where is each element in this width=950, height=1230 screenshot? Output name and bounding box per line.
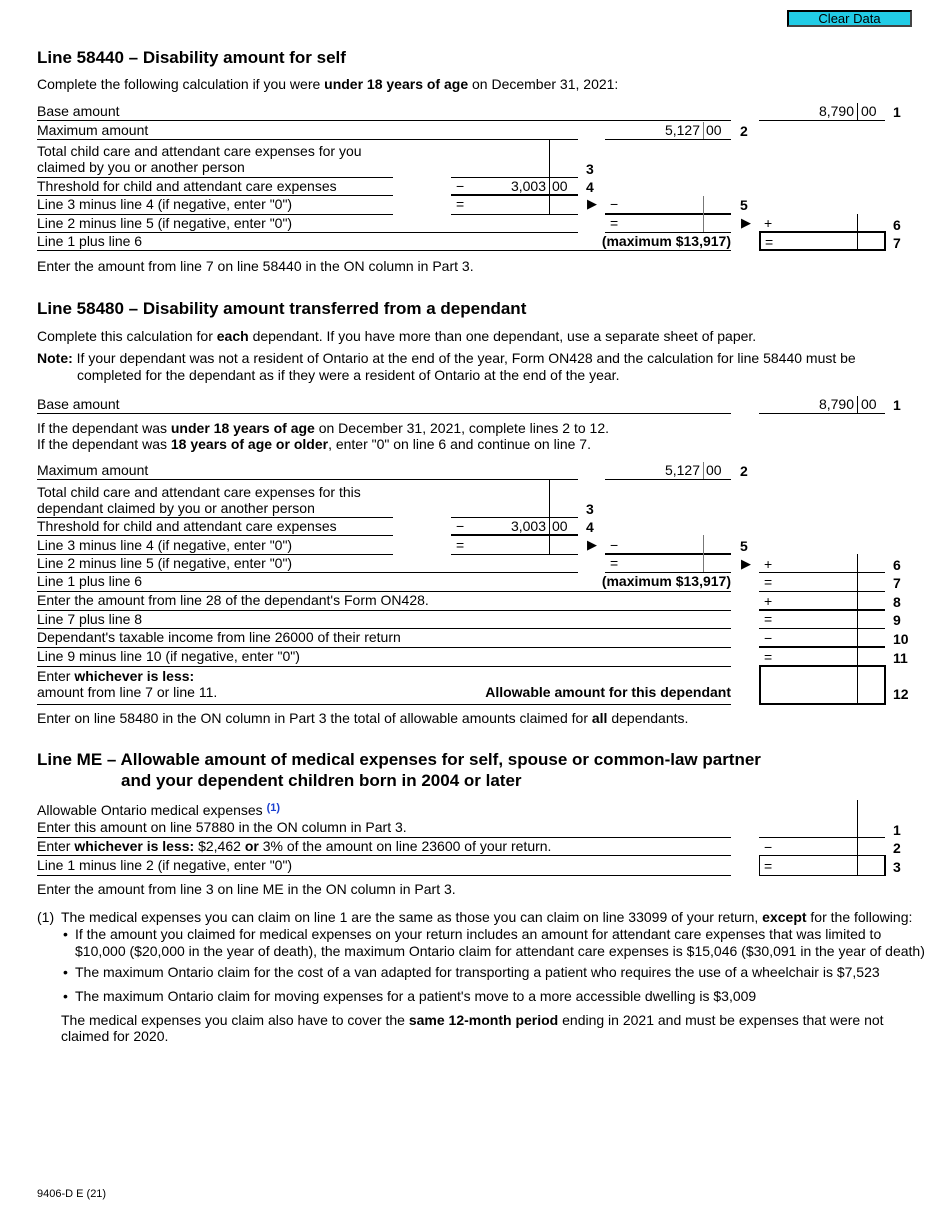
line-number: 3 (893, 859, 901, 875)
rule (451, 554, 578, 555)
text: Allowable Ontario medical expenses (37, 802, 267, 818)
line-number: 2 (740, 123, 748, 139)
row-label: Line 9 minus line 10 (if negative, enter "0") (37, 648, 300, 664)
row-label: Maximum amount (37, 122, 149, 138)
arrow-icon: ▶ (741, 556, 751, 571)
s2-note-cont: completed for the dependant as if they were a resident of Ontario at the end of the year. (77, 367, 620, 383)
section-title-me: Line ME – Allowable amount of medical expenses for self, spouse or common-law partner (37, 750, 761, 769)
footnote-para-cont: claimed for 2020. (61, 1028, 169, 1044)
minus-sign: − (456, 518, 465, 534)
cents-divider (703, 535, 704, 572)
footnote-number: (1) (37, 909, 55, 925)
maximum-note: (maximum $13,917) (601, 573, 731, 589)
equals-sign: = (764, 574, 773, 590)
cents-divider (857, 214, 858, 232)
rule (37, 875, 731, 876)
line-number: 3 (586, 501, 594, 517)
row-label: dependant claimed by you or another person (37, 500, 315, 516)
maximum-note: (maximum $13,917) (601, 233, 731, 249)
rule (37, 479, 578, 480)
text: Enter on line 58480 in the ON column in Part 3 the total of allowable amounts claimed for (37, 710, 592, 726)
condition-1 (37, 420, 609, 436)
rule (37, 232, 578, 233)
rule (37, 517, 393, 518)
maximum-cents: 00 (706, 122, 722, 138)
text: If the dependant was (37, 436, 171, 452)
line-number: 9 (893, 612, 901, 628)
rule (37, 704, 731, 705)
base-cents: 00 (861, 396, 877, 412)
row-label: Line 3 minus line 4 (if negative, enter "0") (37, 537, 293, 553)
row-label: Total child care and attendant care expenses for this (37, 484, 361, 500)
row-label: Base amount (37, 103, 120, 119)
text-bold: same 12-month period (408, 1012, 559, 1028)
row-label: Dependant's taxable income from line 26000 of their return (37, 629, 401, 645)
row-label: Threshold for child and attendant care expenses (37, 518, 337, 534)
row-label: Maximum amount (37, 462, 149, 478)
rule (605, 139, 731, 140)
cents-divider (857, 396, 858, 413)
condition-2 (37, 436, 591, 452)
rule (37, 837, 731, 838)
row-label: Line 2 minus line 5 (if negative, enter "0") (37, 555, 293, 571)
line-number: 8 (893, 594, 901, 610)
equals-sign: = (764, 611, 773, 627)
rule (37, 572, 578, 573)
text: $2,462 (194, 838, 245, 854)
row-label (37, 802, 280, 818)
line-number: 11 (893, 650, 908, 666)
text: Complete this calculation for (37, 328, 217, 344)
line-4-result-input[interactable] (470, 196, 578, 213)
section-title-58480: Line 58480 – Disability amount transferred from a dependant (37, 299, 527, 318)
s2-intro (37, 328, 756, 344)
equals-sign: = (610, 555, 619, 571)
equals-sign: = (456, 196, 465, 212)
equals-sign: = (764, 858, 773, 874)
text: If your dependant was not a resident of Ontario at the end of the year, Form ON428 and the calculation for line 58440 must be (72, 350, 856, 366)
bullet-text: The maximum Ontario claim for moving expenses for a patient's move to a more accessible dwelling is $3,009 (75, 988, 757, 1004)
rule (451, 534, 578, 536)
s1-footer: Enter the amount from line 7 on line 58440 in the ON column in Part 3. (37, 258, 474, 274)
arrow-icon: ▶ (587, 537, 597, 552)
text: , enter "0" on line 6 and continue on line 7. (328, 436, 591, 452)
rule (451, 214, 578, 215)
text-bold: 18 years of age or older (170, 436, 329, 452)
text: The medical expenses you can claim on line 1 are the same as those you can claim on line 33099 of your return, (61, 909, 763, 925)
equals-sign: = (456, 537, 465, 553)
equals-sign: = (765, 234, 774, 250)
row-label: Enter the amount from line 28 of the dependant's Form ON428. (37, 592, 429, 608)
rule (37, 554, 393, 555)
s2-footer (37, 710, 688, 726)
row-label (37, 668, 194, 684)
line-number: 5 (740, 538, 748, 554)
row-label: Base amount (37, 396, 120, 412)
line-7-input[interactable] (775, 573, 855, 590)
note-label: Note: (37, 350, 73, 366)
line-number: 12 (893, 686, 909, 702)
minus-sign: − (610, 537, 619, 553)
bullet-icon: • (63, 964, 68, 980)
rule (759, 646, 885, 648)
text: Enter (37, 838, 75, 854)
bullet-text: If the amount you claimed for medical expenses on your return includes an amount for attendant care expenses that was limited to (75, 926, 882, 942)
line-number: 7 (893, 575, 901, 591)
minus-sign: − (456, 178, 465, 194)
text-bold: all (591, 710, 608, 726)
maximum-amount: 5,127 (664, 122, 700, 138)
line-1-input[interactable] (759, 818, 885, 835)
maximum-cents: 00 (706, 462, 722, 478)
row-label: Line 1 plus line 6 (37, 233, 143, 249)
line-number: 3 (586, 161, 594, 177)
rule (37, 855, 731, 856)
text-bold: or (244, 838, 259, 854)
s2-note (37, 350, 856, 366)
threshold-cents: 00 (552, 518, 568, 534)
rule (759, 609, 885, 611)
line-number: 4 (586, 179, 594, 195)
row-label: Threshold for child and attendant care expenses (37, 178, 337, 194)
form-id: 9406-D E (21) (37, 1188, 107, 1200)
line-number: 6 (893, 557, 901, 573)
cents-divider (857, 233, 858, 249)
allowable-amount-label: Allowable amount for this dependant (485, 684, 731, 700)
row-label: Line 1 plus line 6 (37, 573, 143, 589)
clear-data-button[interactable]: Clear Data (787, 10, 912, 27)
line-number: 10 (893, 631, 909, 647)
line-number: 6 (893, 217, 901, 233)
plus-sign: + (764, 593, 773, 609)
rule (37, 250, 731, 251)
rule (37, 647, 731, 648)
s1-intro (37, 76, 618, 92)
rule (37, 139, 578, 140)
text-bold: each (216, 328, 249, 344)
bullet-text: $10,000 ($20,000 in the year of death), the maximum Ontario claim for attendant care expenses is $15,046 ($30,091 in the year of death) (75, 943, 925, 959)
bullet-icon: • (63, 926, 68, 942)
rule (37, 666, 731, 667)
s3-footer: Enter the amount from line 3 on line ME in the ON column in Part 3. (37, 881, 456, 897)
rule (37, 120, 731, 121)
rule (37, 535, 393, 536)
base-amount: 8,790 (818, 396, 854, 412)
rule (605, 553, 731, 555)
minus-sign: − (610, 196, 619, 212)
threshold-cents: 00 (552, 178, 568, 194)
rule (759, 120, 885, 121)
line-3-input[interactable] (759, 855, 886, 876)
line-2-input[interactable] (775, 838, 855, 855)
text: on December 31, 2021, complete lines 2 to 12. (314, 420, 610, 436)
minus-sign: − (764, 839, 773, 855)
minus-sign: − (764, 630, 773, 646)
bullet-icon: • (63, 988, 68, 1004)
bullet-text: The maximum Ontario claim for the cost of a van adapted for transporting a patient who requires the use of a wheelchair is $7,523 (75, 964, 880, 980)
maximum-amount: 5,127 (664, 462, 700, 478)
rule (37, 610, 731, 611)
line-3-input[interactable] (451, 160, 578, 177)
row-label: Line 7 plus line 8 (37, 611, 143, 627)
arrow-icon: ▶ (741, 215, 751, 230)
equals-sign: = (610, 215, 619, 231)
rule (759, 413, 885, 414)
row-label: Line 1 minus line 2 (if negative, enter "0") (37, 857, 293, 873)
rule (37, 591, 731, 592)
rule (37, 628, 731, 629)
text: for the following: (806, 909, 913, 925)
cents-divider (857, 667, 858, 703)
footnote-link[interactable]: (1) (266, 802, 281, 814)
line-number: 1 (893, 104, 901, 120)
text-bold: whichever is less: (74, 838, 195, 854)
row-label: Line 3 minus line 4 (if negative, enter "0") (37, 196, 293, 212)
base-cents: 00 (861, 103, 877, 119)
threshold-amount: 3,003 (510, 178, 546, 194)
rule (605, 479, 731, 480)
rule (37, 413, 731, 414)
row-label: Total child care and attendant care expenses for you (37, 143, 362, 159)
cents-divider (703, 122, 704, 139)
plus-sign: + (764, 556, 773, 572)
equals-sign: = (764, 649, 773, 665)
row-label: Line 2 minus line 5 (if negative, enter "0") (37, 215, 293, 231)
rule (37, 214, 393, 215)
arrow-icon: ▶ (587, 196, 597, 211)
cents-divider (857, 856, 858, 875)
line-number: 2 (740, 463, 748, 479)
line-3-input[interactable] (451, 500, 578, 517)
row-label (37, 838, 551, 854)
line-5-input[interactable] (620, 196, 730, 213)
row-label: claimed by you or another person (37, 159, 245, 175)
text: on December 31, 2021: (468, 76, 619, 92)
text: dependant. If you have more than one dependant, use a separate sheet of paper. (248, 328, 757, 344)
threshold-amount: 3,003 (510, 518, 546, 534)
base-amount: 8,790 (818, 103, 854, 119)
line-number: 1 (893, 397, 901, 413)
text-bold: under 18 years of age (324, 76, 469, 92)
text: If the dependant was (37, 420, 171, 436)
line-number: 5 (740, 197, 748, 213)
text: ending in 2021 and must be expenses that were not (558, 1012, 884, 1028)
text: Complete the following calculation if you were (37, 76, 325, 92)
text: The medical expenses you claim also have to cover the (61, 1012, 409, 1028)
text: Enter (37, 668, 75, 684)
plus-sign: + (764, 215, 773, 231)
section-title-me-cont: and your dependent children born in 2004 or later (121, 771, 522, 790)
line-number: 1 (893, 822, 901, 838)
line-12-allowable-input[interactable] (759, 665, 886, 705)
line-number: 7 (893, 235, 901, 251)
cents-divider (857, 103, 858, 120)
line-number: 4 (586, 519, 594, 535)
rule (37, 177, 393, 178)
line-7-input[interactable] (759, 231, 886, 251)
line-10-input[interactable] (775, 629, 855, 646)
text: 3% of the amount on line 23600 of your return. (258, 838, 552, 854)
row-label: amount from line 7 or line 11. (37, 684, 218, 700)
text-bold: whichever is less: (74, 668, 195, 684)
footnote-para (61, 1012, 884, 1028)
text-bold: under 18 years of age (170, 420, 315, 436)
rule (37, 195, 393, 196)
line-number: 2 (893, 840, 901, 856)
rule (605, 213, 731, 215)
text: dependants. (607, 710, 689, 726)
section-title-58440: Line 58440 – Disability amount for self (37, 48, 346, 67)
row-label: Enter this amount on line 57880 in the ON column in Part 3. (37, 819, 407, 835)
footnote-text (61, 909, 912, 925)
cents-divider (703, 462, 704, 479)
text-bold: except (762, 909, 807, 925)
line-8-input[interactable] (775, 592, 855, 609)
